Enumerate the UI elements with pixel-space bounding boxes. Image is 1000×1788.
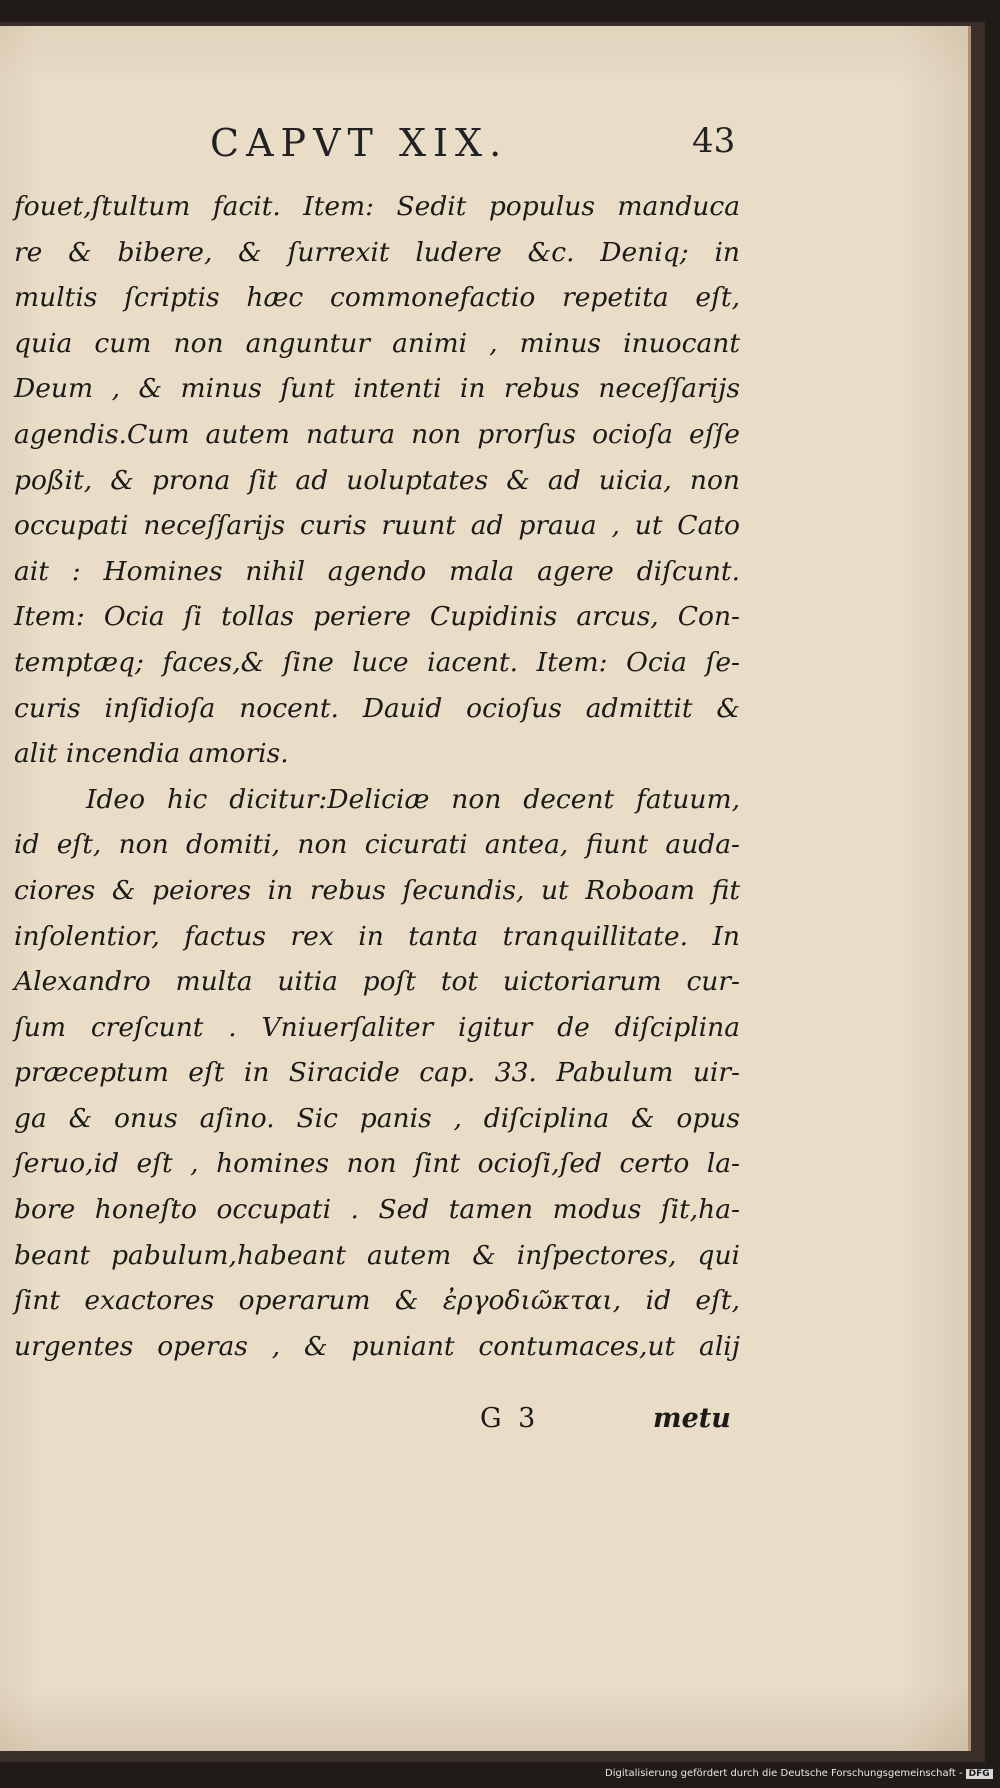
text-line: multis ſcriptis hæc commonefactio repetita eſt, (14, 282, 740, 314)
dfg-logo: DFG (966, 1769, 993, 1779)
text-line: temptæq; faces,& ſine luce iacent. Item: Ocia ſe- (14, 646, 740, 678)
text-line: id eſt, non domiti, non cicurati antea, fiunt auda- (14, 829, 740, 861)
book-page (0, 26, 971, 1751)
body-text (14, 184, 740, 1369)
text-line: Ideo hic dicitur:Deliciæ non decent fatuum, (86, 783, 740, 815)
text-line: agendis.Cum autem natura non prorſus ocioſa eſſe (14, 418, 740, 450)
catchline (0, 1403, 740, 1449)
text-line: ciores & peiores in rebus ſecundis, ut Roboam fit (14, 874, 740, 906)
text-line: poßit, & prona ſit ad uoluptates & ad uicia, non (14, 464, 740, 496)
text-line: beant pabulum,habeant autem & inſpectores, qui (14, 1239, 740, 1271)
signature-mark: G 3 (480, 1403, 540, 1434)
catchword: metu (653, 1403, 731, 1434)
text-line: inſolentior, factus rex in tanta tranquillitate. In (14, 920, 740, 952)
text-line: re & bibere, & ſurrexit ludere &c. Deniq; in (14, 236, 740, 268)
text-line: Alexandro multa uitia poſt tot uictoriarum cur- (14, 966, 740, 998)
text-line: bore honeſto occupati . Sed tamen modus ſit,ha- (14, 1194, 740, 1226)
text-line: urgentes operas , & puniant contumaces,ut alij (14, 1330, 740, 1362)
text-line: alit incendia amoris. (14, 738, 289, 770)
text-line: Deum , & minus ſunt intenti in rebus neceſſarijs (14, 373, 740, 405)
text-line: curis inſidioſa nocent. Dauid ocioſus admittit & (14, 692, 740, 724)
page-number: 43 (692, 121, 736, 161)
text-line: Item: Ocia ſi tollas periere Cupidinis arcus, Con- (14, 601, 740, 633)
text-line: ſint exactores operarum & ἐργοδιῶκται, id eſt, (14, 1285, 740, 1317)
text-line: quia cum non anguntur animi , minus inuocant (14, 327, 740, 359)
text-line: ga & onus aſino. Sic panis , diſciplina & opus (14, 1102, 740, 1134)
text-line: ſeruo,id eſt , homines non ſint ocioſi,ſed certo la- (14, 1148, 740, 1180)
text-line: ait : Homines nihil agendo mala agere diſcunt. (14, 555, 740, 587)
running-title: CAPVT XIX. (210, 121, 509, 165)
text-line: præceptum eſt in Siracide cap. 33. Pabulum uir- (14, 1057, 740, 1089)
text-line: ſum creſcunt . Vniuerſaliter igitur de diſciplina (14, 1011, 740, 1043)
credit-text: Digitalisierung gefördert durch die Deutsche Forschungsgemeinschaft - (605, 1768, 963, 1779)
text-line: fouet,ſtultum facit. Item: Sedit populus manduca (14, 191, 740, 222)
text-line: occupati neceſſarijs curis ruunt ad praua , ut Cato (14, 510, 740, 542)
digitization-credit (605, 1768, 993, 1779)
